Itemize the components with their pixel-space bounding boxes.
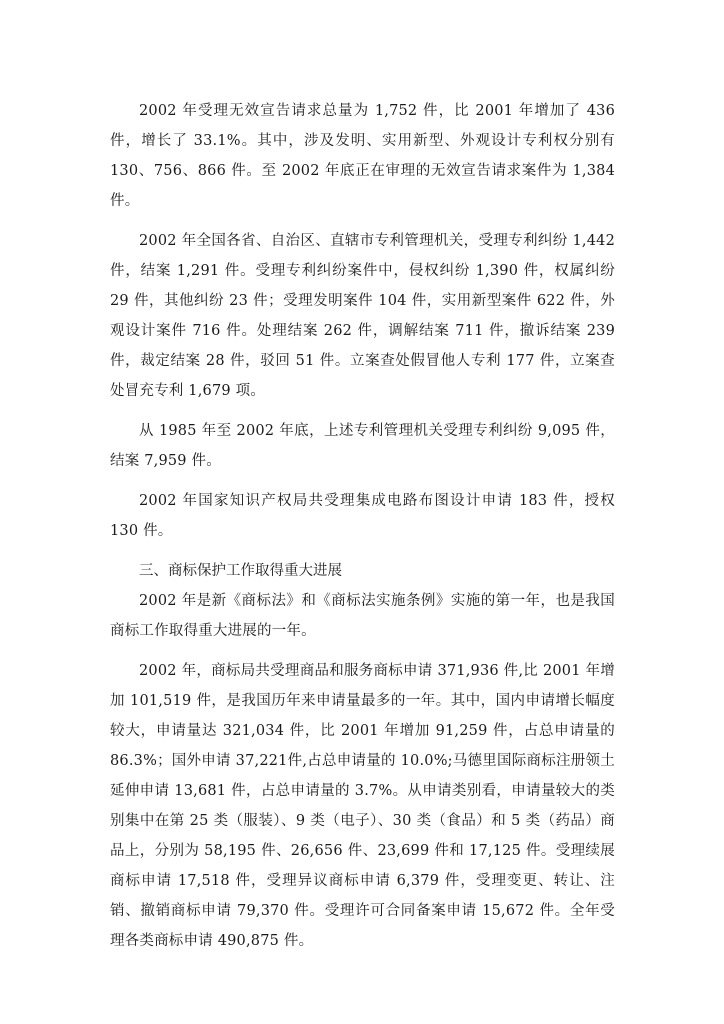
paragraph-dispute-totals: 从 1985 年至 2002 年底，上述专利管理机关受理专利纠纷 9,095 件，结案 7,959 件。 bbox=[110, 423, 615, 469]
document-page bbox=[110, 96, 615, 956]
section-heading: 三、商标保护工作取得重大进展 bbox=[139, 563, 342, 579]
paragraph-trademark-applications: 2002 年，商标局共受理商品和服务商标申请 371,936 件,比 2001 年增加 101,519 件，是我国历年来申请量最多的一年。其中，国内申请增长幅度较大，申请量达 321,034 件，比 2001 年增加 91,259 件，占总申请量的 86.3%；国外申请 37,221件,占总申请量的 10.0%;马德里国际商标注册领土延伸申请 13,681 件，占总申请量的 3.7%。从申请类别看，申请量较大的类别集中在第 25 类（服装）、9 类（电子）、30 类（食品）和 5 类（药品）商品上，分别为 58,195 件、26,656 件、23,699 件和 17,125 件。受理续展商标申请 17,518 件，受理异议商标申请 6,379 件，受理变更、转让、注销、撤销商标申请 79,370 件。受理许可合同备案申请 15,672 件。全年受理各类商标申请 490,875 件。 bbox=[110, 663, 615, 949]
paragraph-patent-disputes: 2002 年全国各省、自治区、直辖市专利管理机关，受理专利纠纷 1,442 件，结案 1,291 件。受理专利纠纷案件中，侵权纠纷 1,390 件，权属纠纷 29 件，其他纠纷 23 件；受理发明案件 104 件，实用新型案件 622 件，外观设计案件 716 件。处理结案 262 件，调解结案 711 件，撤诉结案 239 件，裁定结案 28 件，驳回 51 件。立案查处假冒他人专利 177 件，立案查处冒充专利 1,679 项。 bbox=[110, 233, 615, 399]
paragraph-trademark-law: 2002 年是新《商标法》和《商标法实施条例》实施的第一年，也是我国商标工作取得重大进展的一年。 bbox=[110, 593, 615, 639]
paragraph-layout-design: 2002 年国家知识产权局共受理集成电路布图设计申请 183 件，授权 130 件。 bbox=[110, 493, 615, 539]
paragraph-invalidation-requests: 2002 年受理无效宣告请求总量为 1,752 件，比 2001 年增加了 436 件，增长了 33.1%。其中，涉及发明、实用新型、外观设计专利权分别有 130、756、866 件。至 2002 年底正在审理的无效宣告请求案件为 1,384 件。 bbox=[110, 103, 615, 209]
